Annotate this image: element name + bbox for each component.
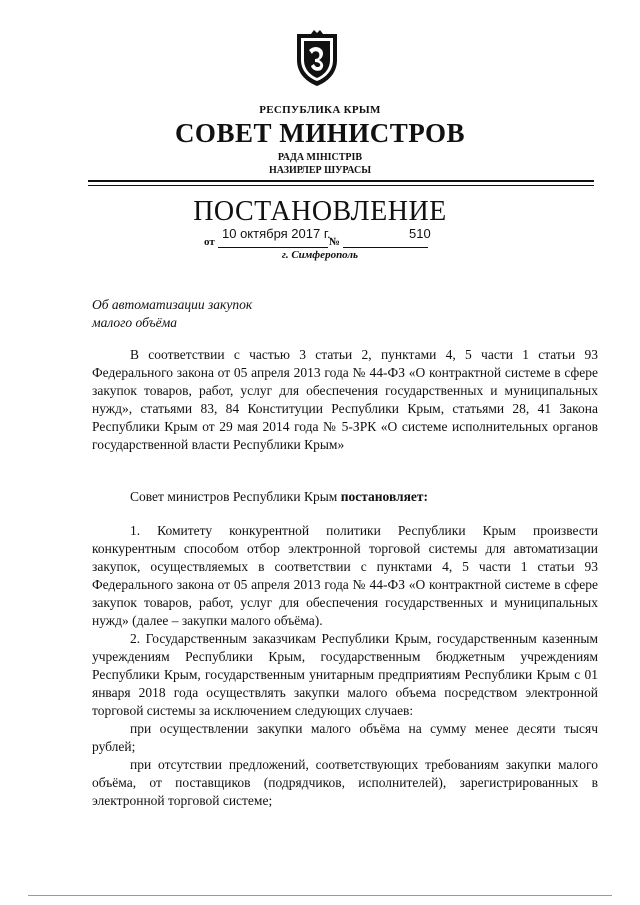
from-label: от [204, 236, 215, 248]
date-underline [218, 247, 328, 248]
document-type-title: ПОСТАНОВЛЕНИЕ [193, 196, 447, 227]
council-title: СОВЕТ МИНИСТРОВ [174, 118, 466, 148]
resolution-verb: постановляет: [340, 489, 429, 504]
number-label: № [329, 236, 341, 248]
subject-line-1: Об автоматизации закупок [92, 297, 253, 312]
header-divider-thin [88, 185, 594, 186]
number-underline [343, 247, 428, 248]
decree-subject [92, 296, 252, 332]
preamble-paragraph: В соответствии с частью 3 статьи 2, пунктами 4, 5 части 1 статьи 93 Федерального закона от 05 апреля 2013 года № 44-ФЗ «О контрактной системе в сфере закупок товаров, работ, услуг для обеспечения государственных и муниципальных нужд», статьями 83, 84 Конституции Республики Крым, статьями 28, 41 Закона Республики Крым от 29 мая 2014 года № 5-ЗРК «О системе исполнительных органов государственной власти Республики Крым» [92, 347, 598, 452]
decree-number: 510 [409, 226, 431, 241]
resolution-statement [92, 488, 598, 506]
resolution-lead: Совет министров Республики Крым [130, 489, 341, 504]
city-of-issue: г. Симферополь [281, 249, 359, 261]
republic-name: РЕСПУБЛИКА КРЫМ [259, 104, 381, 116]
decree-item-1: 1. Комитету конкурентной политики Республики Крым произвести конкурентным способом отбор электронной торговой системы для автоматизации закупок, осуществляемых в соответствии с пунктами 4, 5 части 1 статьи 93 Федерального закона от 05 апреля 2013 года № 44-ФЗ «О контрактной системе в сфере закупок товаров, работ, услуг для обеспечения государственных и муниципальных нужд» (далее – закупки малого объёма). [92, 523, 598, 628]
exception-item-2: при отсутствии предложений, соответствующих требованиям закупки малого объёма, от поставщиков (подрядчиков, исполнителей), зарегистрированных в электронной торговой системе; [92, 757, 598, 808]
subject-line-2: малого объёма [92, 315, 177, 330]
header-divider-thick [88, 180, 594, 182]
council-title-ukrainian: РАДА МІНІСТРІВ [277, 152, 363, 163]
crimea-coat-of-arms-icon [291, 30, 343, 88]
exception-item-1: при осуществлении закупки малого объёма на сумму менее десяти тысяч рублей; [92, 721, 598, 754]
decree-date: 10 октября 2017 г. [222, 226, 331, 241]
preamble [92, 346, 598, 454]
decree-item-2: 2. Государственным заказчикам Республики Крым, государственным казенным учреждениям Республики Крым, государственным бюджетным учреждениям Республики Крым, государственным унитарным предприятиям Республики Крым с 01 января 2018 года осуществлять закупки малого объема посредством электронной торговой системы за исключением следующих случаев: [92, 631, 598, 718]
council-title-crimean-tatar: НАЗИРЛЕР ШУРАСЫ [268, 165, 372, 176]
decree-items [92, 522, 598, 810]
page-bottom-edge [28, 895, 612, 896]
resolution-paragraph [92, 488, 598, 506]
